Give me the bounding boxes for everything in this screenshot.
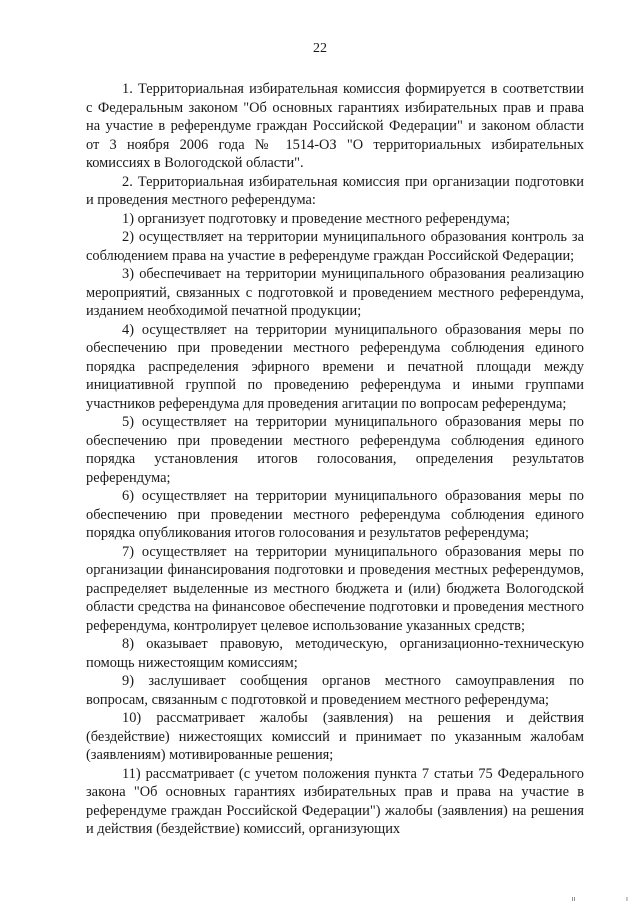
scan-mark: ı [626, 895, 628, 903]
scan-mark: ıı [570, 895, 576, 903]
list-item-8: 8) оказывает правовую, методическую, организационно-техническую помощь нижестоящим комиссиям; [86, 636, 584, 671]
list-item-6: 6) осуществляет на территории муниципального образования меры по обеспечению при проведении местного референдума соблюдения единого порядка опубликования итогов голосования и результатов референдума; [86, 488, 584, 541]
list-item-1: 1) организует подготовку и проведение местного референдума; [122, 210, 510, 227]
list-item-9: 9) заслушивает сообщения органов местного самоуправления по вопросам, связанным с подготовкой и проведением местного референдума; [86, 673, 584, 708]
list-item-3: 3) обеспечивает на территории муниципального образования реализацию мероприятий, связанных с подготовкой и проведением местного референдума, изданием необходимой печатной продукции; [86, 266, 584, 319]
list-item-2: 2) осуществляет на территории муниципального образования контроль за соблюдением права на участие в референдуме граждан Российской Федерации; [86, 229, 584, 264]
list-item-7: 7) осуществляет на территории муниципального образования меры по организации финансирования подготовки и проведения местных референдумов, распределяет выделенные из местного бюджета и (или) бюджета Вологодской области средства на финансовое обеспечение подготовки и проведения местного референдума, контролирует целевое использование указанных средств; [86, 543, 584, 634]
list-item-5: 5) осуществляет на территории муниципального образования меры по обеспечению при проведении местного референдума соблюдения единого порядка установления итогов голосования, определения результатов референдума; [86, 414, 584, 486]
list-item-4: 4) осуществляет на территории муниципального образования меры по обеспечению при проведении местного референдума соблюдения единого порядка распределения эфирного времени и печатной площади между инициативной группой по проведению референдума и иными группами участников референдума для проведения агитации по вопросам референдума; [86, 321, 584, 412]
paragraph-intro-1: 1. Территориальная избирательная комиссия формируется в соответствии с Федеральным законом "Об основных гарантиях избирательных прав и права на участие в референдуме граждан Российской Федерации" и законом области от 3 ноября 2006 года № 1514-ОЗ "О территориальных избирательных комиссиях в Вологодской области". [86, 81, 584, 171]
list-item-11: 11) рассматривает (с учетом положения пункта 7 статьи 75 Федерального закона "Об основных гарантиях избирательных прав и права на участие в референдуме граждан Российской Федерации") жалобы (заявления) на решения и действия (бездействие) комиссий, организующих [86, 765, 584, 837]
paragraph-intro-2: 2. Территориальная избирательная комиссия при организации подготовки и проведения местного референдума: [86, 173, 584, 208]
document-body [86, 80, 584, 839]
list-item-10: 10) рассматривает жалобы (заявления) на решения и действия (бездействие) нижестоящих комиссий и принимает по указанным жалобам (заявлениям) мотивированные решения; [86, 710, 584, 763]
page-number: 22 [313, 41, 327, 56]
